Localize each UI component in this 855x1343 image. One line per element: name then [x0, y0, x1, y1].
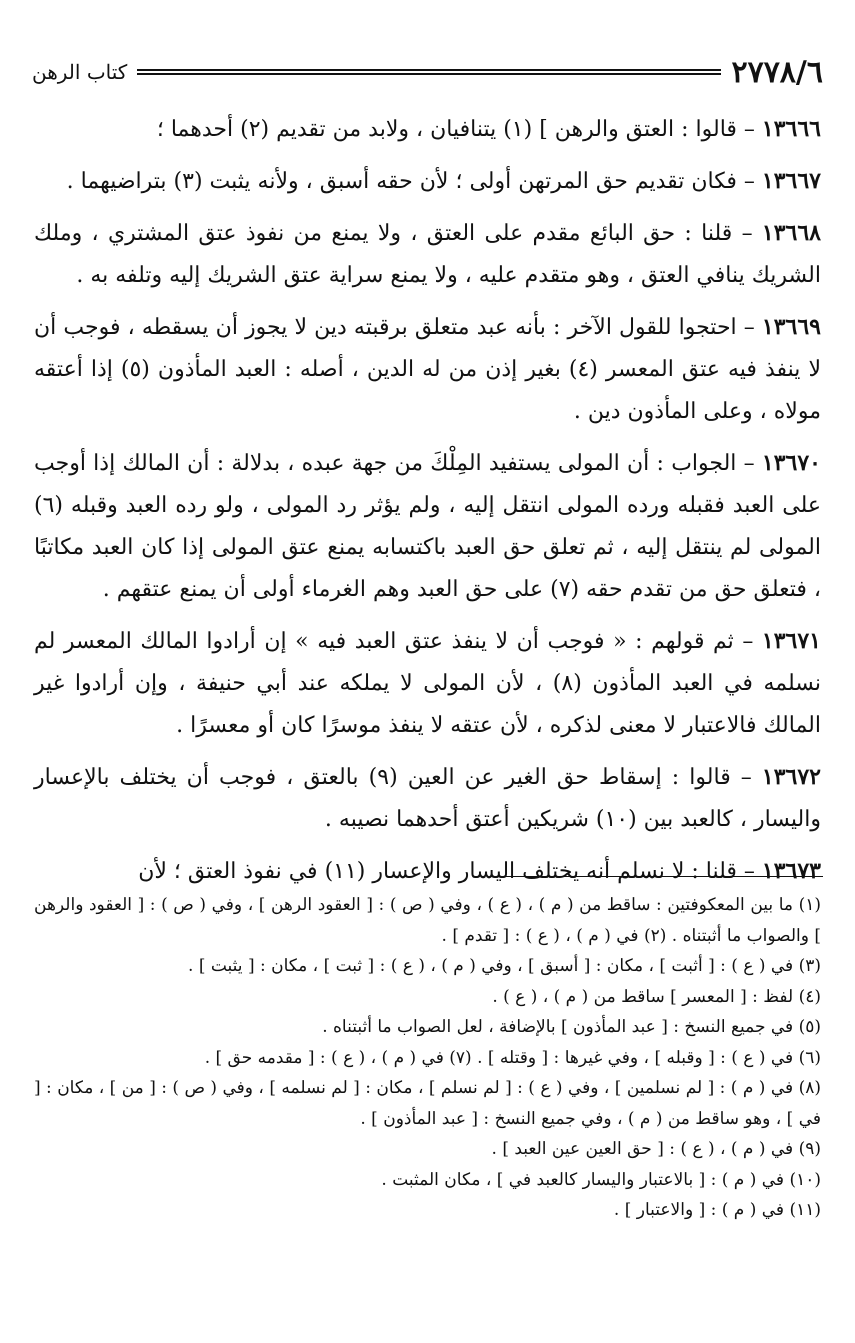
paragraph-text: – قالوا : العتق والرهن ] (١) يتنافيان ، ولابد من تقديم (٢) أحدهما ؛: [156, 117, 762, 142]
footnote: (١٠) في ( م ) : [ بالاعتبار واليسار كالعبد في ] ، مكان المثبت .: [381, 1169, 821, 1190]
paragraph-number: ١٣٦٦٩: [761, 314, 821, 340]
paragraph-number: ١٣٦٧٢: [761, 764, 821, 790]
paragraph-number: ١٣٦٦٦: [761, 116, 821, 142]
footnote: (١) ما بين المعكوفتين : ساقط من ( م ) ، ( ع ) ، وفي ( ص ) : [ العقود الرهن ] ، وفي ( ص ) : [ العقود والرهن ] والصواب ما أثبتناه . (٢) في ( م ) ، ( ع ) : [ تقدم ] .: [34, 895, 821, 946]
footnote: (٨) في ( م ) : [ لم نسلمين ] ، وفي ( ع ) : [ لم نسلم ] ، مكان : [ لم نسلمه ] ، وفي ( ص ) : [ من ] ، مكان : [ في ] ، وهو ساقط من ( م ) ، وفي جميع النسخ : [ عبد المأذون ] .: [34, 1078, 821, 1129]
footnote-separator: [493, 876, 823, 877]
footnote: (٤) لفظ : [ المعسر ] ساقط من ( م ) ، ( ع ) .: [492, 986, 821, 1007]
paragraph-number: ١٣٦٦٨: [761, 220, 821, 246]
paragraph-text: – قالوا : إسقاط حق الغير عن العين (٩) بالعتق ، فوجب أن يختلف بالإعسار واليسار ، كالعبد بين (١٠) شريكين أعتق أحدهما نصيبه .: [34, 765, 821, 832]
page-number: ٢٧٧٨/٦: [731, 54, 823, 90]
paragraph-text: – احتجوا للقول الآخر : بأنه عبد متعلق برقبته دين لا يجوز أن يسقطه ، فوجب أن لا ينفذ فيه عتق المعسر (٤) بغير إذن من له الدين ، أصله : العبد المأذون (٥) إذا أعتقه مولاه ، وعلى المأذون دين .: [34, 315, 821, 424]
footnote: (١١) في ( م ) : [ والاعتبار ] .: [613, 1200, 821, 1220]
paragraph-number: ١٣٦٧٠: [761, 450, 821, 476]
paragraph: [34, 160, 821, 212]
paragraph: [34, 620, 821, 756]
paragraph-text: – قلنا : لا نسلم أنه يختلف اليسار والإعسار (١١) في نفوذ العتق ؛ لأن: [138, 859, 762, 884]
footnotes: [34, 890, 821, 1226]
footnote: (٥) في جميع النسخ : [ عبد المأذون ] بالإضافة ، لعل الصواب ما أثبتناه .: [322, 1017, 821, 1037]
paragraph-text: – قلنا : حق البائع مقدم على العتق ، ولا يمنع من نفوذ عتق المشتري ، وملك الشريك ينافي العتق ، وهو متقدم عليه ، ولا يمنع سراية عتق الشريك إليه وتلفه به .: [34, 221, 821, 288]
paragraph-text: – الجواب : أن المولى يستفيد المِلْكَ من جهة عبده ، بدلالة : أن المالك إذا أوجب على العبد فقبله ورده المولى انتقل إليه ، ولم يؤثر رد المولى ، ولو رده العبد وقبله (٦) المولى لم ينتقل إليه ، ثم تعلق حق العبد باكتسابه يمنع عتق المولى إذا كان العبد مكاتبًا ، فتعلق حق من تقدم حقه (٧) على حق العبد وهم الغرماء أولى أن يمنع عتقهم .: [34, 451, 821, 602]
main-text: [34, 108, 821, 902]
footnote: (٩) في ( م ) ، ( ع ) : [ حق العين عين العبد ] .: [491, 1139, 821, 1159]
paragraph: [34, 306, 821, 442]
footnote: (٦) في ( ع ) : [ وقبله ] ، وفي غيرها : [ وقتله ] . (٧) في ( م ) ، ( ع ) : [ مقدمه حق ] .: [204, 1047, 821, 1068]
paragraph-number: ١٣٦٧١: [761, 628, 821, 654]
paragraph-text: – فكان تقديم حق المرتهن أولى ؛ لأن حقه أسبق ، ولأنه يثبت (٣) بتراضيهما .: [66, 169, 762, 194]
paragraph: [34, 756, 821, 850]
paragraph: [34, 212, 821, 306]
paragraph-number: ١٣٦٦٧: [761, 168, 821, 194]
paragraph-number: ١٣٦٧٣: [761, 858, 821, 884]
paragraph: [34, 442, 821, 620]
header-double-rule: [137, 69, 721, 75]
footnote: (٣) في ( ع ) : [ أثبت ] ، مكان : [ أسبق ] ، وفي ( م ) ، ( ع ) : [ ثبت ] ، مكان : [ يثبت ] .: [188, 956, 821, 976]
paragraph: [34, 108, 821, 160]
paragraph-text: – ثم قولهم : « فوجب أن لا ينفذ عتق العبد فيه » إن أرادوا المالك المعسر لم نسلمه في العبد المأذون (٨) ، لأن المولى لا يملكه عند أبي حنيفة ، وإن أرادوا غير المالك فالاعتبار لا معنى لذكره ، لأن عتقه لا ينفذ موسرًا كان أو معسرًا .: [34, 629, 821, 738]
page-header: [32, 52, 823, 92]
running-title: كتاب الرهن: [32, 60, 128, 84]
